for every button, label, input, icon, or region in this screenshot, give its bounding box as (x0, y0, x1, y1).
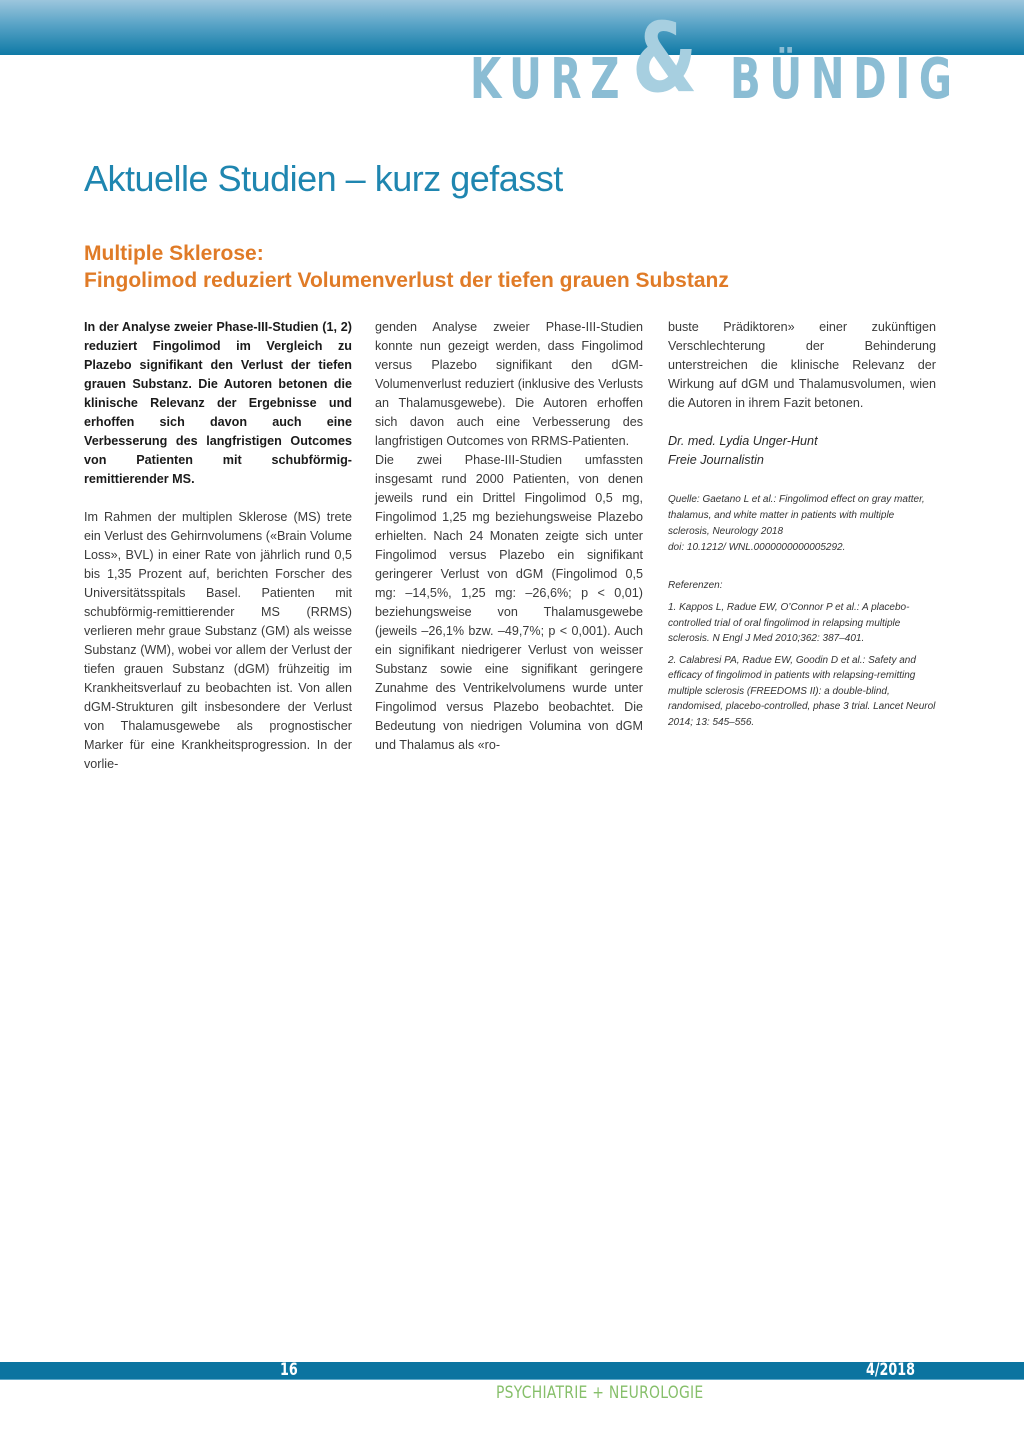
body-paragraph: genden Analyse zweier Phase-III-Studien konnte nun gezeigt werden, dass Fingolimod versus Plazebo signifikant den dGM-Volumenverlust reduziert (inklusive des Verlusts an Thalamusgewebe). Die Autoren erhoffen sich davon auch eine Verbesserung des langfristigen Outcomes von RRMS-Patienten. (375, 320, 643, 448)
article-title: Fingolimod reduziert Volumenverlust der tiefen grauen Substanz (84, 269, 729, 292)
source-doi: doi: 10.1212/ WNL.0000000000005292. (668, 542, 846, 553)
masthead-ampersand: & (632, 2, 698, 114)
author-role: Freie Journalistin (668, 453, 764, 467)
column-3 (668, 318, 936, 730)
section-title: Aktuelle Studien – kurz gefasst (84, 158, 563, 199)
author-byline (668, 432, 936, 470)
masthead-kurz-und-buendig (470, 2, 970, 114)
issue-number: 4/2018 (866, 1360, 916, 1380)
article-kicker: Multiple Sklerose: (84, 242, 264, 265)
source-text: Quelle: Gaetano L et al.: Fingolimod effect on gray matter, thalamus, and white matter in patients with multiple sclerosis, Neurology 2018 (668, 494, 925, 537)
page-number: 16 (280, 1360, 298, 1380)
body-paragraph: Im Rahmen der multiplen Sklerose (MS) trete ein Verlust des Gehirnvolumens («Brain Volume Loss», BVL) in einer Rate von jährlich rund 0,5 bis 1,35 Prozent auf, berichten Forscher des Universitätsspitals Basel. Patienten mit schubförmig-remittierender MS (RRMS) verlieren mehr graue Substanz (GM) als weisse Substanz (WM), wobei vor allem der Verlust der tiefen grauen Substanz (dGM) frühzeitig im Krankheitsverlauf zu beobachten ist. Von allen dGM-Strukturen gilt insbesondere der Verlust von Thalamusgewebe als prognostischer Marker für eine Krankheitsprogression. In der vorlie- (84, 510, 352, 771)
references-title: Referenzen: (668, 580, 723, 591)
footer-band (0, 1362, 1024, 1380)
masthead-word-kurz: KURZ (470, 47, 629, 112)
masthead-word-buendig: BÜNDIG (730, 47, 961, 112)
article-headline (84, 240, 729, 294)
journal-name: PSYCHIATRIE + NEUROLOGIE (496, 1383, 704, 1403)
reference-item: 2. Calabresi PA, Radue EW, Goodin D et al.: Safety and efficacy of fingolimod in patients with relapsing-remitting multiple sclerosis (FREEDOMS II): a double-blind, randomised, placebo-controlled, phase 3 trial. Lancet Neurol 2014; 13: 545–556. (668, 654, 936, 728)
reference-item: 1. Kappos L, Radue EW, O’Connor P et al.: A placebo-controlled trial of oral fingolimod in relapsing multiple sclerosis. N Engl J Med 2010;362: 387–401. (668, 602, 910, 644)
body-paragraph: Die zwei Phase-III-Studien umfassten insgesamt rund 2000 Patienten, von denen jeweils rund ein Drittel Fingolimod 0,5 mg, Fingolimod 1,25 mg beziehungsweise Plazebo erhielten. Nach 24 Monaten zeigte sich unter Fingolimod versus Plazebo ein signifikant geringerer Verlust von dGM (Fingolimod 0,5 mg: –14,5%, 1,25 mg: –26,6%; p < 0,01) beziehungsweise von Thalamusgewebe (jeweils –26,1% bzw. –49,7%; p < 0,001). Auch ein signifikant niedrigerer Verlust von weisser Substanz sowie eine signifikant geringere Zunahme des Ventrikelvolumens wurde unter Fingolimod versus Plazebo beobachtet. Die Bedeutung von niedrigen Volumina von dGM und Thalamus als «ro- (375, 453, 643, 752)
article-lead: In der Analyse zweier Phase-III-Studien (1, 2) reduziert Fingolimod im Vergleich zu Plazebo signifikant den Verlust der tiefen grauen Substanz. Die Autoren betonen die klinische Relevanz der Ergebnisse und erhoffen sich davon auch eine Verbesserung des langfristigen Outcomes von Patienten mit schubförmig-remittierender MS. (84, 320, 352, 486)
source-citation (668, 492, 936, 556)
column-2 (375, 318, 643, 755)
body-paragraph: buste Prädiktoren» einer zukünftigen Verschlechterung der Behinderung unterstreichen die klinische Relevanz der Wirkung auf dGM und Thalamusvolumen, wien die Autoren in ihrem Fazit betonen. (668, 320, 936, 410)
author-name: Dr. med. Lydia Unger-Hunt (668, 434, 818, 448)
column-1 (84, 318, 352, 774)
